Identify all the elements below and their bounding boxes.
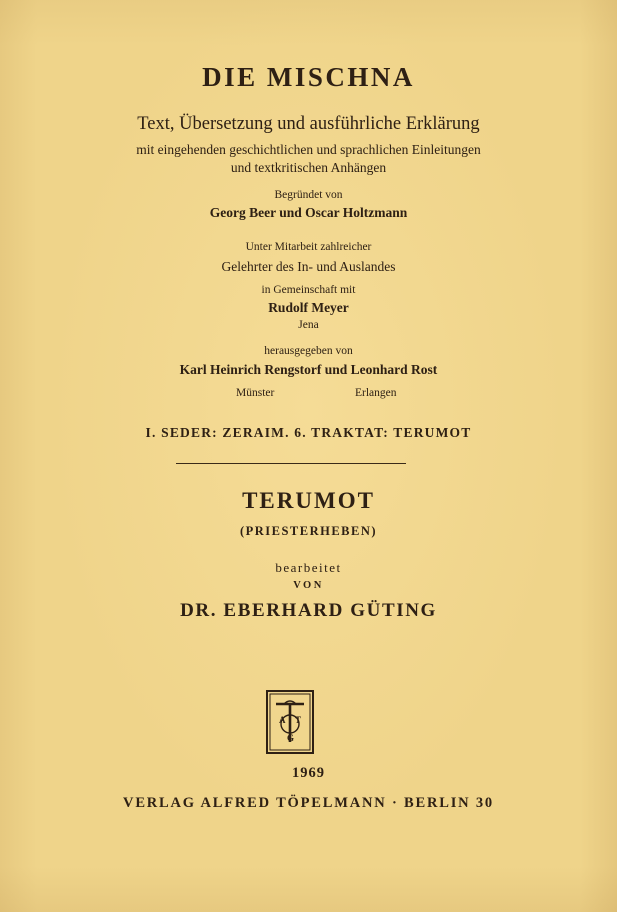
divider-rule [176,463,406,464]
editor-1-city: Münster [236,387,275,399]
publisher-line: VERLAG ALFRED TÖPELMANN · BERLIN 30 [123,795,494,811]
founded-label: Begründet von [274,189,343,201]
collaborator-city: Jena [298,319,319,331]
community-label: in Gemeinschaft mit [261,284,356,296]
volume-title: TERUMOT [242,488,375,513]
collaborator-name: Rudolf Meyer [268,300,349,315]
collaboration-scholars: Gelehrter des In- und Auslandes [221,259,396,274]
series-subtitle: Text, Übersetzung und ausführliche Erklärung [137,114,480,134]
editor-2-city: Erlangen [355,387,397,399]
seder-line: I. SEDER: ZERAIM. 6. TRAKTAT: TERUMOT [145,425,472,440]
publication-year: 1969 [292,765,325,781]
author-name: DR. EBERHARD GÜTING [180,600,437,621]
publisher-logo-icon [266,690,314,754]
series-subtitle-line-3: und textkritischen Anhängen [230,160,387,175]
collaboration-label: Unter Mitarbeit zahlreicher [245,241,372,253]
series-title: DIE MISCHNA [202,62,415,92]
editors: Karl Heinrich Rengstorf und Leonhard Rost [179,362,438,377]
edited-label: bearbeitet [275,560,342,575]
logo-letter-t: T [295,715,302,725]
logo-letter-g: G [287,733,295,743]
logo-letter-a: A [279,715,286,725]
editors-label: herausgegeben von [264,345,353,357]
volume-subtitle: (PRIESTERHEBEN) [239,524,378,538]
series-subtitle-line-2: mit eingehenden geschichtlichen und sprachlichen Einleitungen [136,142,481,157]
founders: Georg Beer und Oscar Holtzmann [209,205,408,220]
by-label: VON [293,580,324,591]
